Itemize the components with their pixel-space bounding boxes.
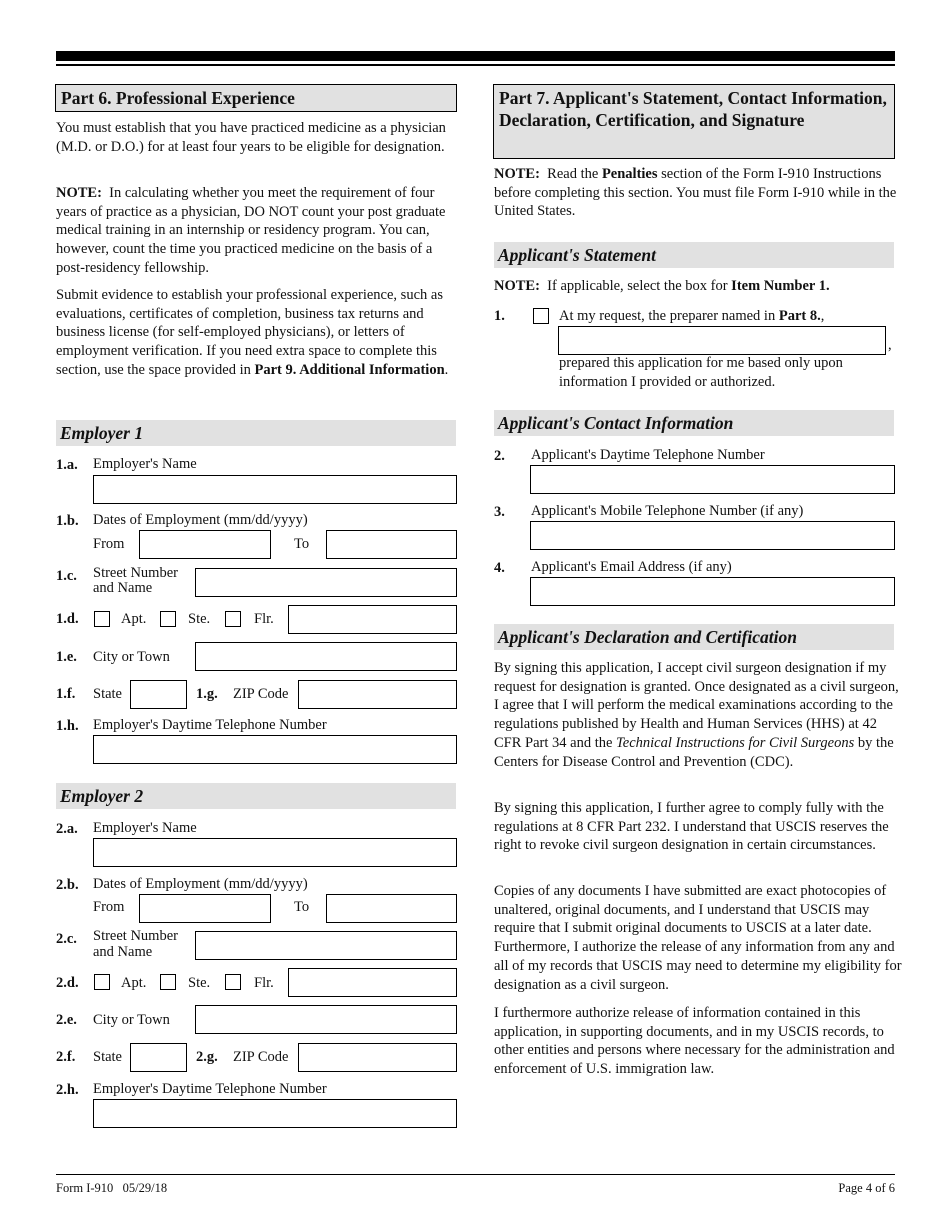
item-number: 2.a. (56, 821, 78, 837)
employer-2-apt-checkbox[interactable] (94, 974, 110, 990)
declaration-heading: Applicant's Declaration and Certification (494, 624, 894, 650)
employer-1-unit-input[interactable] (288, 605, 457, 634)
flr-label: Flr. (254, 611, 274, 627)
employer-2-to-date-input[interactable] (326, 894, 457, 923)
comma: , (820, 308, 825, 324)
item-number: 1.c. (56, 568, 77, 584)
employer-1-flr-checkbox[interactable] (225, 611, 241, 627)
ste-label: Ste. (188, 611, 211, 627)
employer-1-name-input[interactable] (93, 475, 457, 504)
flr-label: Flr. (254, 975, 274, 991)
item-number: 1.e. (56, 649, 77, 665)
trailing-comma: , (888, 337, 892, 353)
city-label: City or Town (93, 1012, 170, 1028)
item-number: 1.h. (56, 718, 79, 734)
city-label: City or Town (93, 649, 170, 665)
apt-label: Apt. (121, 611, 147, 627)
footer-form-id (56, 1181, 167, 1195)
daytime-phone-input[interactable] (530, 465, 895, 494)
employer-2-ste-checkbox[interactable] (160, 974, 176, 990)
state-label: State (93, 686, 122, 702)
employer-2-flr-checkbox[interactable] (225, 974, 241, 990)
declaration-paragraph-2: By signing this application, I further agree to comply fully with the regulations at 8 CFR Part 232. I understand that USCIS reserves the right to revoke civil surgeon designation in certain circumstances. (494, 800, 889, 854)
declaration-paragraph-3: Copies of any documents I have submitted are exact photocopies of unaltered, original documents, and I understand that USCIS may require that I submit original documents to USCIS at a later date. Furthermore, I authorize the release of any information from any and all of my records that USCIS may need to determine my eligibility for designation as a civil surgeon. (494, 883, 902, 993)
street-label-line2: and Name (93, 580, 153, 596)
employer-1-ste-checkbox[interactable] (160, 611, 176, 627)
item-number: 1.f. (56, 686, 76, 702)
note-text: section of the Form I-910 Instructions before completing this section. You must file Form I-910 while in the United States. (494, 166, 897, 220)
header-rule-thin (56, 64, 895, 66)
note-text: In calculating whether you meet the requirement of four years of practice as a physician, DO NOT count your post graduate medical training in an internship or residency program. You can, however, count the time you practiced medicine on the basis of a post-residency fellowship. (56, 185, 446, 276)
item-number: 1. (494, 308, 505, 324)
technical-instructions-title: Technical Instructions for Civil Surgeons (616, 734, 855, 751)
employer-1-street-input[interactable] (195, 568, 457, 597)
item-number: 1.d. (56, 611, 79, 627)
employer-name-label: Employer's Name (93, 456, 197, 472)
employer-2-from-date-input[interactable] (139, 894, 271, 923)
declaration-paragraph-1 (494, 659, 899, 771)
item-number: 1.a. (56, 457, 78, 473)
apt-label: Apt. (121, 975, 147, 991)
part6-intro: You must establish that you have practiced medicine as a physician (M.D. or D.O.) for at least four years to be eligible for designation. (56, 120, 446, 155)
page-number: Page 4 of 6 (838, 1181, 895, 1195)
employer-1-apt-checkbox[interactable] (94, 611, 110, 627)
zip-label: ZIP Code (233, 686, 289, 702)
contact-info-heading: Applicant's Contact Information (494, 410, 894, 436)
declaration-paragraph-4: I furthermore authorize release of information contained in this application, in supporting documents, and in my USCIS records, to other entities and persons where necessary for the administration and enforcement of U.S. immigration law. (494, 1005, 895, 1078)
employer-name-label: Employer's Name (93, 820, 197, 836)
daytime-phone-label: Applicant's Daytime Telephone Number (531, 447, 765, 463)
evidence-end: . (444, 361, 449, 378)
street-label-line1: Street Number (93, 928, 178, 944)
item-number: 2.b. (56, 877, 79, 893)
employer-1-zip-input[interactable] (298, 680, 457, 709)
part7-title: Part 7. Applicant's Statement, Contact Information, Declaration, Certification, and Signature (493, 84, 895, 159)
employer-1-state-input[interactable] (130, 680, 187, 709)
to-label: To (294, 536, 310, 552)
statement-text: At my request, the preparer named in (559, 308, 776, 324)
mobile-phone-label: Applicant's Mobile Telephone Number (if any) (531, 503, 804, 519)
employer-2-zip-input[interactable] (298, 1043, 457, 1072)
mobile-phone-input[interactable] (530, 521, 895, 550)
employer-1-to-date-input[interactable] (326, 530, 457, 559)
phone-label: Employer's Daytime Telephone Number (93, 717, 327, 733)
item-number: 2.h. (56, 1082, 79, 1098)
item-number: 4. (494, 560, 505, 576)
email-label: Applicant's Email Address (if any) (531, 559, 732, 575)
part6-title: Part 6. Professional Experience (55, 84, 457, 112)
form-id: Form I-910 (56, 1181, 114, 1195)
item-number: 2.f. (56, 1049, 76, 1065)
item-number: 2.c. (56, 931, 77, 947)
evidence-text: Submit evidence to establish your professional experience, such as evaluations, certificates of completion, business tax returns and business license (for self-employed physicians), or letters of employment verification. If you need extra space to complete this section, use the space provided in (56, 287, 443, 378)
statement-note (494, 277, 830, 296)
employer-2-unit-input[interactable] (288, 968, 457, 997)
note-label: NOTE: (494, 278, 540, 294)
employer-2-state-input[interactable] (130, 1043, 187, 1072)
footer-rule (56, 1174, 895, 1175)
employer-1-city-input[interactable] (195, 642, 457, 671)
note-label: NOTE: (56, 185, 102, 201)
evidence-bold: Part 9. Additional Information (254, 361, 445, 378)
street-label-line2: and Name (93, 944, 153, 960)
from-label: From (93, 536, 125, 552)
part7-note (494, 165, 899, 221)
preparer-statement (559, 307, 824, 326)
item-number: 2.d. (56, 975, 79, 991)
zip-label: ZIP Code (233, 1049, 289, 1065)
ste-label: Ste. (188, 975, 211, 991)
employer-2-phone-input[interactable] (93, 1099, 457, 1128)
dates-label: Dates of Employment (mm/dd/yyyy) (93, 512, 308, 528)
from-label: From (93, 899, 125, 915)
employer-1-heading: Employer 1 (56, 420, 456, 446)
note-label: NOTE: (494, 166, 540, 182)
employer-2-city-input[interactable] (195, 1005, 457, 1034)
declaration-text: By signing this application, I accept civil surgeon designation if my request for designation is granted. Once designated as a civil surgeon, I agree that I will perform the medical examinations according to the regulations published by Health and Human Services (HHS) at 42 CFR Part 34 and the (494, 660, 899, 751)
employer-2-name-input[interactable] (93, 838, 457, 867)
header-rule-thick (56, 51, 895, 61)
item-number: 2.e. (56, 1012, 77, 1028)
item-number: 2. (494, 448, 505, 464)
note-text: If applicable, select the box for (547, 278, 728, 294)
applicant-statement-heading: Applicant's Statement (494, 242, 894, 268)
note-bold: Item Number 1. (731, 278, 830, 294)
dates-label: Dates of Employment (mm/dd/yyyy) (93, 876, 308, 892)
email-input[interactable] (530, 577, 895, 606)
state-label: State (93, 1049, 122, 1065)
item-number: 1.b. (56, 513, 79, 529)
part6-evidence (56, 286, 461, 380)
part8-ref: Part 8. (778, 308, 821, 324)
phone-label: Employer's Daytime Telephone Number (93, 1081, 327, 1097)
item-number: 2.g. (196, 1049, 218, 1065)
edition-date: 05/29/18 (122, 1181, 168, 1195)
note-text: Read the (547, 166, 599, 182)
part6-note (56, 184, 461, 278)
item-number: 3. (494, 504, 505, 520)
preparer-checkbox[interactable] (533, 308, 549, 324)
item-number: 1.g. (196, 686, 218, 702)
employer-2-heading: Employer 2 (56, 783, 456, 809)
street-label-line1: Street Number (93, 565, 178, 581)
employer-1-phone-input[interactable] (93, 735, 457, 764)
employer-1-from-date-input[interactable] (139, 530, 271, 559)
declaration-text: by the Centers for Disease Control and Prevention (CDC). (494, 734, 894, 770)
to-label: To (294, 899, 310, 915)
preparer-statement-continued: prepared this application for me based only upon information I provided or authorized. (559, 355, 843, 390)
employer-2-street-input[interactable] (195, 931, 457, 960)
note-bold: Penalties (601, 166, 658, 182)
preparer-name-input[interactable] (558, 326, 886, 355)
